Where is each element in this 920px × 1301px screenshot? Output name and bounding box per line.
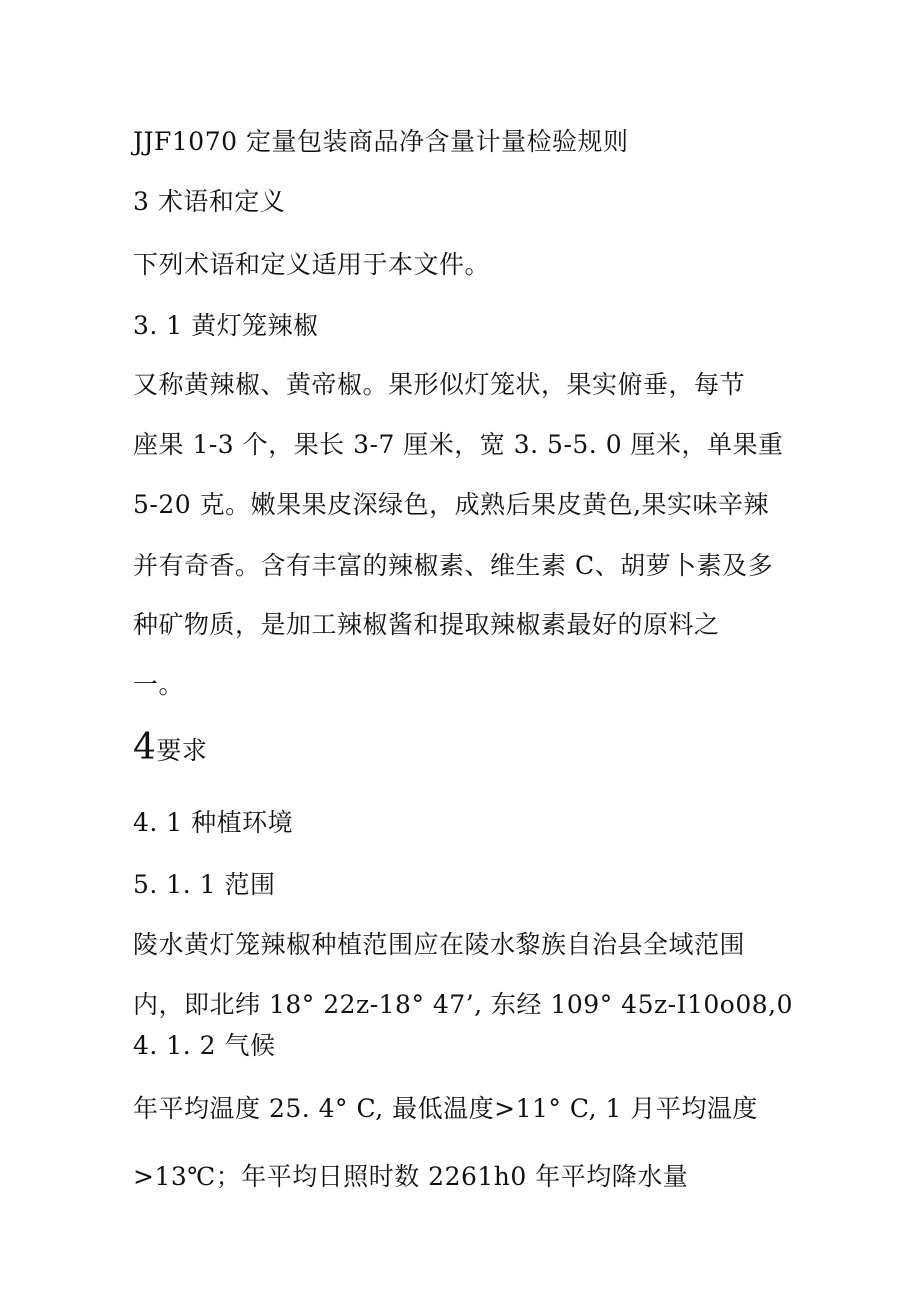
subsection-heading: 5. 1. 1 范围 xyxy=(133,870,276,899)
subsection-heading: 4. 1 种植环境 xyxy=(133,808,294,837)
paragraph-line: 5-20 克。嫩果果皮深绿色，成熟后果皮黄色,果实味辛辣 xyxy=(133,490,770,519)
paragraph-line: 一。 xyxy=(133,670,185,699)
paragraph-line: 年平均温度 25. 4° C, 最低温度>11° C, 1 月平均温度 xyxy=(133,1094,758,1123)
paragraph-line: 陵水黄灯笼辣椒种植范围应在陵水黎族自治县全域范围 xyxy=(133,930,746,959)
paragraph-line: 内，即北纬 18° 22z-18° 47’, 东经 109° 45z-I10o08,0 xyxy=(133,990,793,1019)
paragraph-line: 又称黄辣椒、黄帝椒。果形似灯笼状，果实俯垂，每节 xyxy=(133,370,746,399)
paragraph-line: 种矿物质，是加工辣椒酱和提取辣椒素最好的原料之 xyxy=(133,610,720,639)
subsection-heading: 4. 1. 2 气候 xyxy=(133,1031,276,1060)
paragraph-line: >13℃；年平均日照时数 2261h0 年平均降水量 xyxy=(133,1162,689,1191)
reference-line: JJF1070 定量包装商品净含量计量检验规则 xyxy=(133,127,629,156)
paragraph-line: 座果 1-3 个，果长 3-7 厘米，宽 3. 5-5. 0 厘米，单果重 xyxy=(133,430,784,459)
subsection-heading: 3. 1 黄灯笼辣椒 xyxy=(133,311,319,340)
section-heading: 3 术语和定义 xyxy=(133,187,286,216)
paragraph-line: 下列术语和定义适用于本文件。 xyxy=(133,250,491,279)
section-4-heading xyxy=(133,728,207,771)
paragraph-line: 并有奇香。含有丰富的辣椒素、维生素 C、胡萝卜素及多 xyxy=(133,551,774,580)
section-number: 4 xyxy=(133,727,157,768)
section-title: 要求 xyxy=(156,736,208,765)
